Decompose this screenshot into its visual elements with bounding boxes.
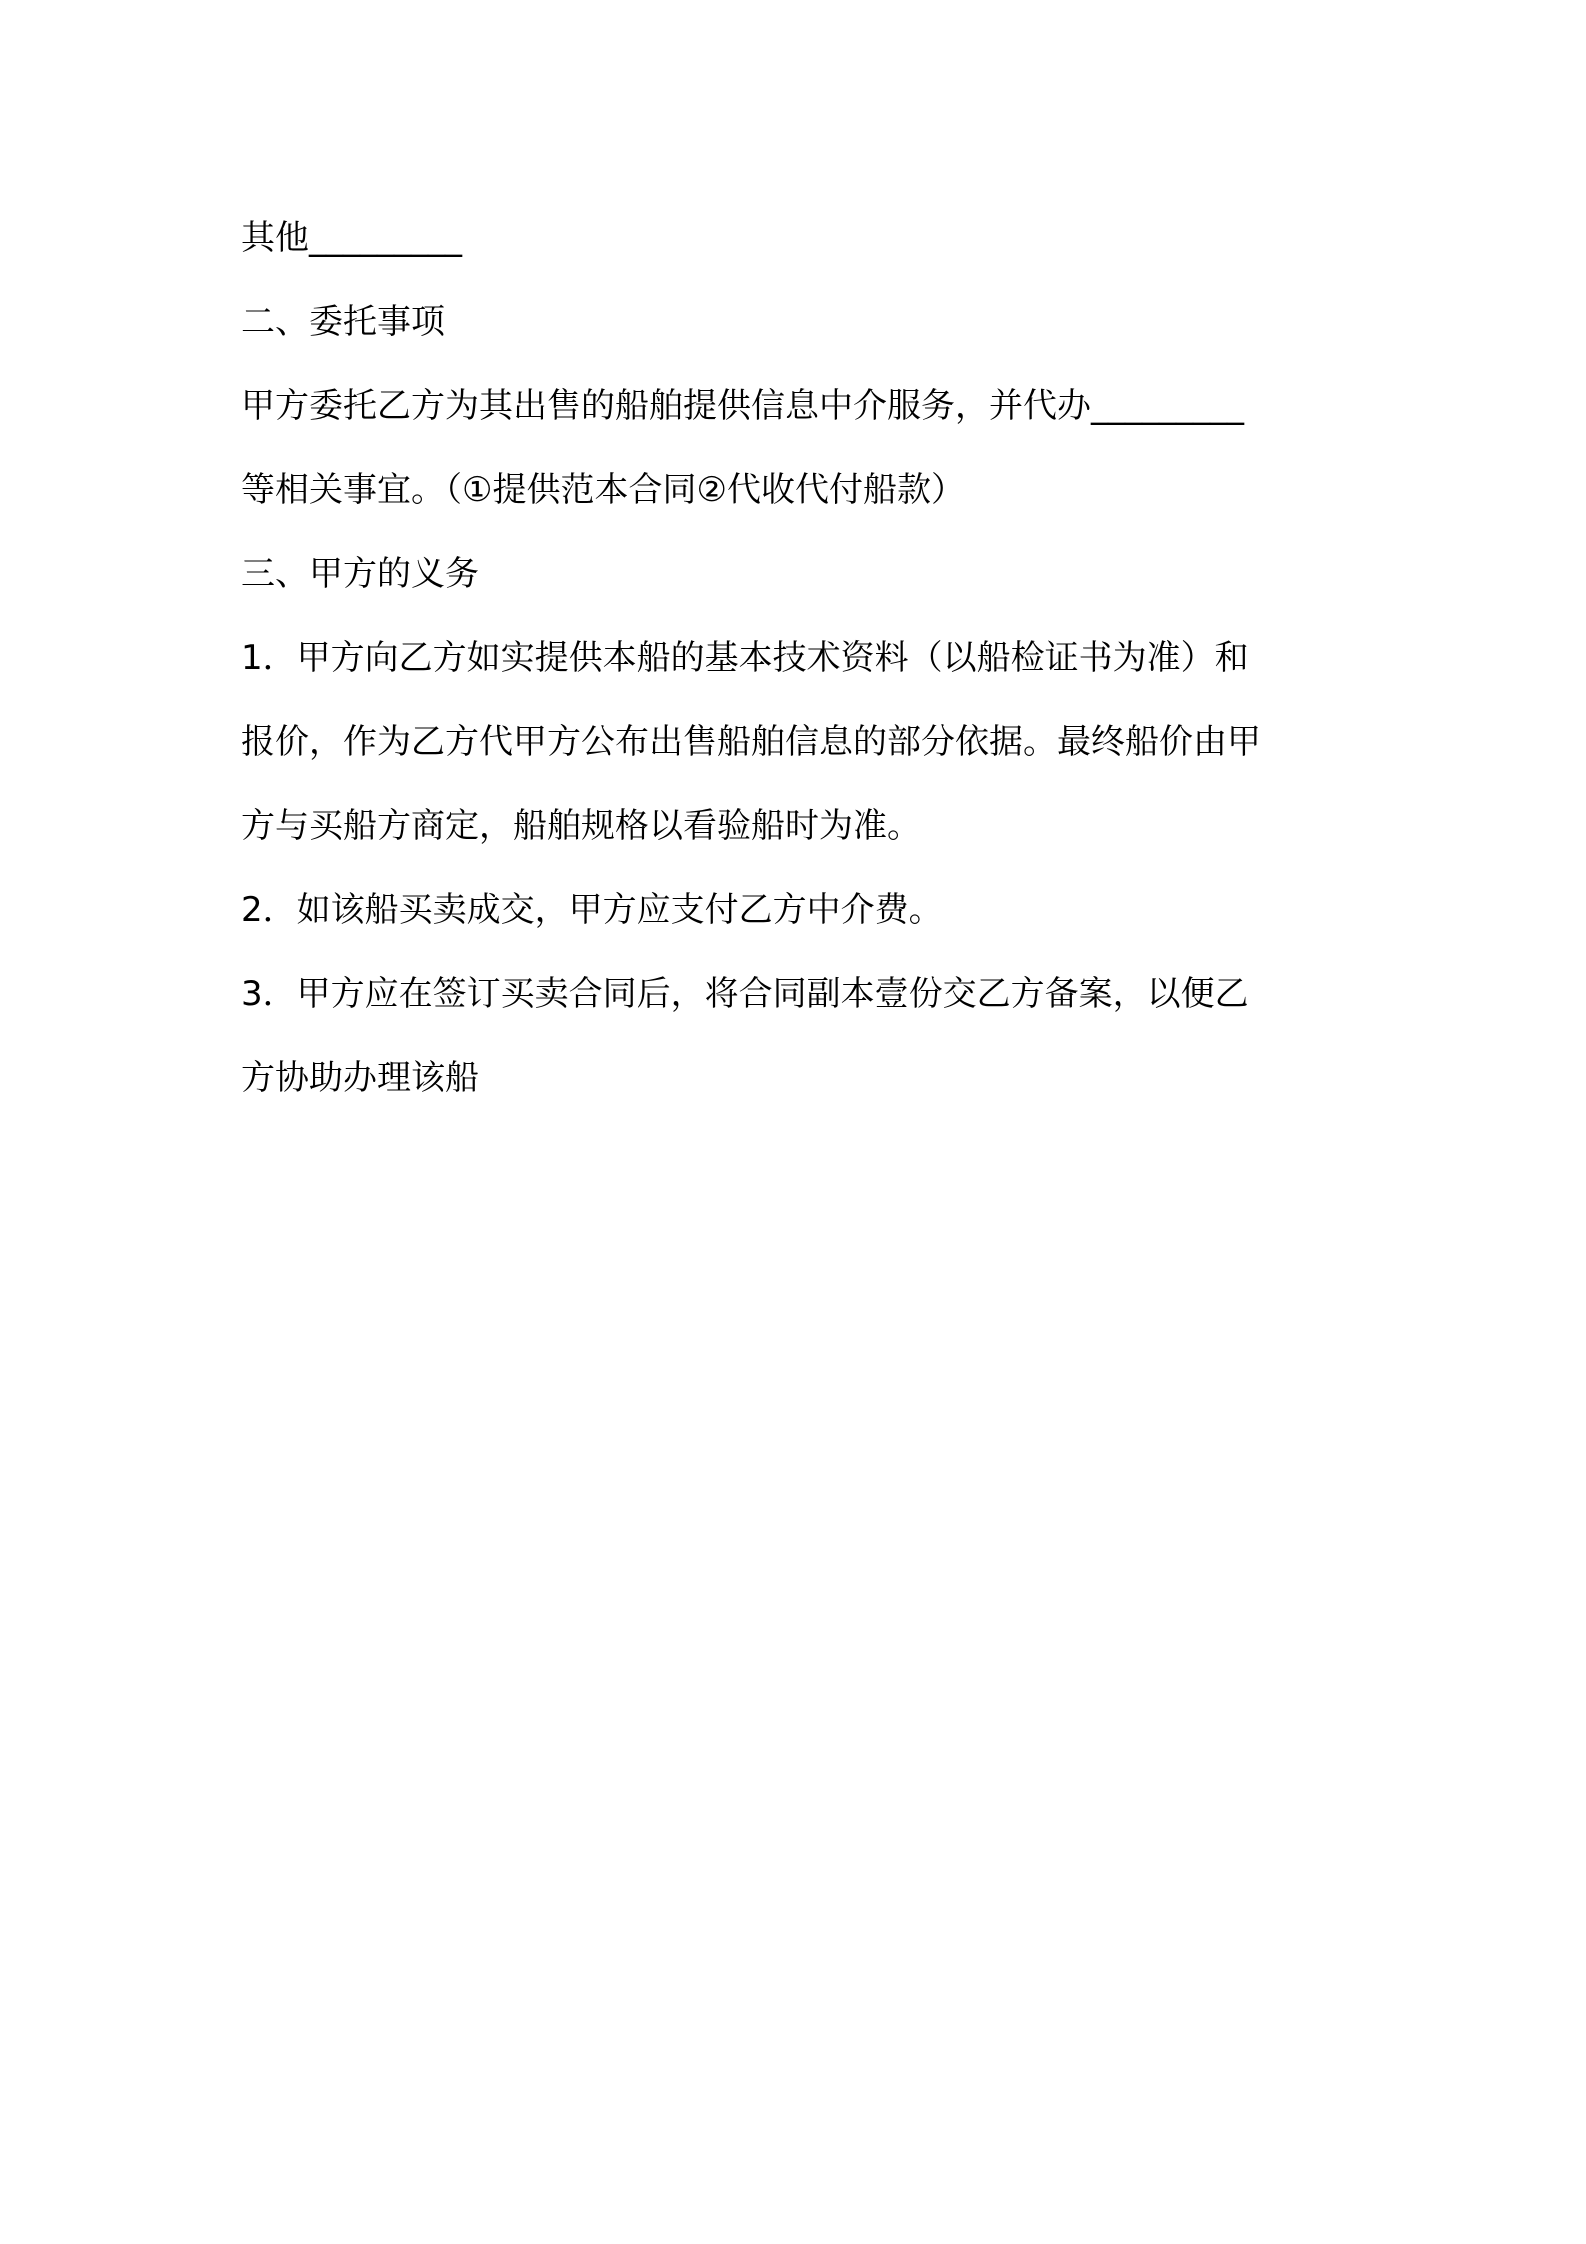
clause-2-line: 2．如该船买卖成交，甲方应支付乙方中介费。: [241, 890, 943, 930]
document-body: [241, 196, 1361, 1120]
other-blank-line: 其他_________: [241, 218, 462, 258]
clause-3-line: 方协助办理该船: [241, 1058, 479, 1098]
paragraph-line: 等相关事宜。（①提供范本合同②代收代付船款）: [241, 470, 965, 510]
clause-1-line: 报价，作为乙方代甲方公布出售船舶信息的部分依据。最终船价由甲: [241, 722, 1261, 762]
section-heading-entrusted-matters: 二、委托事项: [241, 302, 445, 342]
clause-1-line: 方与买船方商定，船舶规格以看验船时为准。: [241, 806, 921, 846]
paragraph-line: 甲方委托乙方为其出售的船舶提供信息中介服务，并代办_________: [241, 386, 1244, 426]
clause-3-line: 3．甲方应在签订买卖合同后，将合同副本壹份交乙方备案，以便乙: [241, 974, 1249, 1014]
clause-1-line: 1．甲方向乙方如实提供本船的基本技术资料（以船检证书为准）和: [241, 638, 1249, 678]
section-heading-party-a-obligations: 三、甲方的义务: [241, 554, 479, 594]
